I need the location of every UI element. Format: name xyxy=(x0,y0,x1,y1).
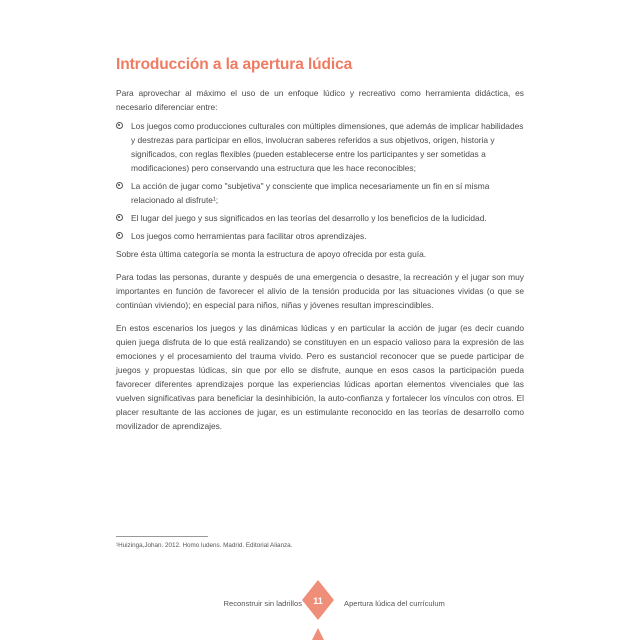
circle-bullet-icon xyxy=(116,182,123,189)
page-title: Introducción a la apertura lúdica xyxy=(116,56,353,73)
paragraph: En estos escenarios los juegos y las dinámicas lúdicas y en particular la acción de jugar (es decir cuando quien juega disfruta de lo que está realizando) se constituyen en un espacio valioso para la expresión de las emociones y el procesamiento del trauma vivido. Pero es sustanciol reconocer que se puede participar de juegos y propuestas lúdicas, sin que por ello se disfrute, aunque en esos casos la participación pueda favorecer diferentes aprendizajes porque las experiencias lúdicas aportan elementos vivenciales que las vuelven significativas para beneficiar la desinhibición, la auto-confianza y fortalecer los vínculos con otros. El placer resultante de las acciones de jugar, es un estimulante reconocido en las teorías de desarrollo como movilizador de aprendizajes. xyxy=(116,323,524,431)
body-text xyxy=(116,86,524,438)
circle-bullet-icon xyxy=(116,232,123,239)
intro-paragraph: Para aprovechar al máximo el uso de un enfoque lúdico y recreativo como herramienta didáctica, es necesario diferenciar entre: xyxy=(116,88,524,112)
bullet-list xyxy=(116,119,524,243)
list-item-text: El lugar del juego y sus significados en las teorías del desarrollo y los beneficios de la ludicidad. xyxy=(131,213,487,223)
footer-book-title: Reconstruir sin ladrillos xyxy=(223,599,302,608)
footer-chapter-title: Apertura lúdica del currículum xyxy=(344,599,445,608)
list-item-text: Los juegos como producciones culturales con múltiples dimensiones, que además de implicar habilidades y destrezas para participar en ellos, involucran saberes referidos a sus objetivos, origen, historia y significados, con reglas flexibles (pueden establecerse entre los participantes y ser sometidas a modificaciones) pero conservando una estructura que les hace reconocibles; xyxy=(131,121,524,173)
list-item-text: La acción de jugar como "subjetiva" y consciente que implica necesariamente un fin en sí misma relacionado al disfrute¹; xyxy=(131,181,490,205)
after-list-paragraph: Sobre ésta última categoría se monta la estructura de apoyo ofrecida por esta guía. xyxy=(116,249,427,259)
list-item xyxy=(116,179,524,207)
page-number: 11 xyxy=(313,596,323,606)
footnote-divider xyxy=(116,536,208,537)
list-item xyxy=(116,119,524,175)
list-item xyxy=(116,211,524,225)
footnote: ¹Huizinga,Johan. 2012. Homo ludens. Madrid. Editorial Alianza. xyxy=(116,542,293,549)
paragraph: Para todas las personas, durante y después de una emergencia o desastre, la recreación y el jugar son muy importantes en función de favorecer el alivio de la tensión producida por las situaciones vividas (o que se continúan viviendo); en especial para niños, niñas y jóvenes resultan imprescindibles. xyxy=(116,272,524,310)
list-item xyxy=(116,229,524,243)
circle-bullet-icon xyxy=(116,214,123,221)
circle-bullet-icon xyxy=(116,122,123,129)
list-item-text: Los juegos como herramientas para facilitar otros aprendizajes. xyxy=(131,231,367,241)
page-marker-diamond-icon xyxy=(300,580,336,640)
